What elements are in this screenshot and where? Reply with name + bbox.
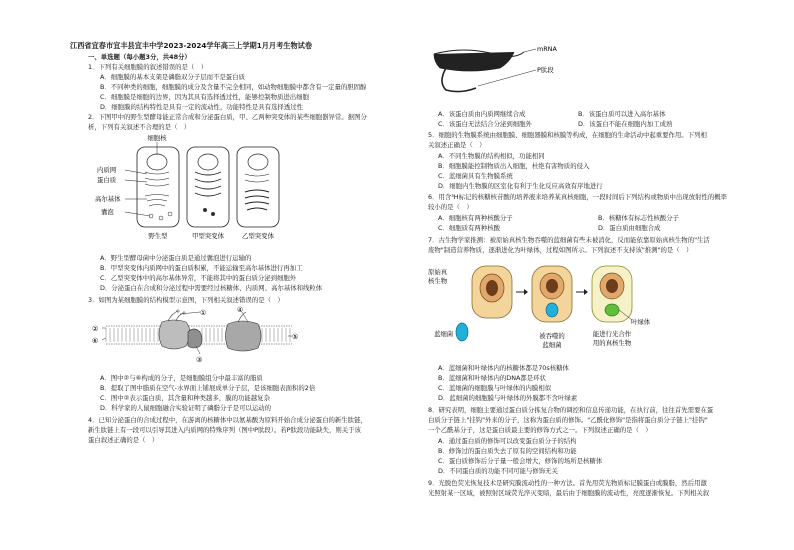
label-engulfed: 被吞噬的 [539, 332, 565, 340]
label-chloroplast: 叶绿体 [631, 318, 651, 326]
q1-option-a: A．细胞膜的基本支架是磷脂双分子层而不是蛋白质 [100, 73, 245, 81]
marker-6: ⑥ [92, 337, 99, 345]
p-peptide-figure [426, 40, 566, 104]
q9-stem-line1: 9．光脱色荧光恢复技术是研究膜流动性的一种方法。首先用荧光物质标记膜蛋白或膜脂，然后用激 [428, 479, 707, 487]
q2-option-a: A．野生型酵母菌中分泌蛋白质是通过囊泡进行运输的 [100, 254, 252, 262]
q1-stem: 1．下列有关细胞膜的叙述错误的是（ ） [88, 63, 208, 71]
mutant-b-golgi [245, 190, 269, 210]
q8-option-b: B．修饰过的蛋白质失去了原有的空间结构和功能 [438, 447, 577, 455]
q3-option-c: C．图中②表示蛋白质，其含量和种类越多，膜的功能越复杂 [100, 394, 270, 402]
marker-1: ① [200, 309, 207, 317]
section-heading: 一、单选题（每小题3分，共48分） [88, 53, 191, 61]
label-wild-type: 野生型 [148, 232, 168, 240]
label-nucleus: 细胞核 [147, 134, 167, 142]
q3-option-a: A．图中②与⑥构成的分子，是细胞膜组分中最丰富的脂质 [100, 374, 263, 382]
q6-stem-line1: 6．用含³H标记的核糖核苷酸的培养液来培养某真核细胞，一段时间后下列结构或物质中出现放射性的概率 [428, 193, 728, 201]
label-protein: 蛋白质 [97, 176, 117, 184]
membrane-model-figure [92, 306, 302, 366]
label-cyanobacterium: 蓝细菌 [434, 330, 454, 338]
q8-option-c: C．蛋白质修饰后分子量一般会增大，修饰的场所是核糖体 [438, 457, 603, 465]
label-mutant-b: 乙型突变体 [242, 232, 274, 240]
q4-option-d: D．该蛋白不能在细胞内加工成熟 [578, 120, 673, 128]
q8-stem-line2: 白质分子链上"挂钩"外来的分子，这称为蛋白质的修饰。"乙酰化修饰"是指将蛋白质分子链上"挂钩" [428, 416, 708, 424]
chloroplast [605, 304, 619, 316]
q4-stem-line3: 蛋白叙述正确的是（ ） [88, 436, 159, 444]
membrane-protein-1 [159, 320, 190, 349]
label-eukaryote: 原始真 [428, 268, 448, 276]
q8-stem-line1: 8．研究表明，细胞主要通过蛋白质分拣复合物的调控和信息传递功能，在执行前，往往首先需要在蛋 [428, 406, 714, 414]
q8-stem-line3: 一个乙酰基分子，这是蛋白质最主要的修饰方式之一。下列叙述正确的是（ ） [428, 426, 652, 434]
q4-stem-line1: 4．已知分泌蛋白的合成过程中，在游离的核糖体中以氨基酸为原料开始合成分泌蛋白的新生肽链， [88, 416, 367, 424]
yeast-cells-figure [95, 132, 295, 245]
q4-option-a: A．该蛋白质由内质网继续合成 [438, 110, 526, 118]
label-eukaryote-2: 核生物 [428, 277, 448, 285]
q1-option-d: D．细胞膜的结构特性是具有一定的流动性，功能特性是具有选择透过性 [100, 103, 304, 111]
q2-option-d: D．分泌蛋白在合成和分泌过程中需要经过核糖体、内质网、高尔基体和线粒体 [100, 284, 323, 292]
q5-stem-line2: 关叙述正确是（ ） [428, 141, 486, 149]
cyanobacterium [456, 323, 468, 341]
q2-option-c: C．乙型突变体中的高尔基体异常，不能将其中的蛋白质分泌到细胞外 [100, 274, 297, 282]
q1-option-b: B．不同种类的细胞，细胞膜的成分及含量不完全相同，如动物细胞膜中都含有一定量的胆固醇 [100, 83, 367, 91]
label-photosynthetic: 能进行光合作 [592, 330, 632, 338]
q2-stem-line2: 析，下列有关叙述不合理的是（ ） [88, 123, 191, 131]
q9-stem-line2: 光照射某一区域，被照射区域荧光淬灭变暗，最后由于细胞膜的流动性，亮度逐渐恢复。下列相关叙 [428, 489, 710, 497]
wild-nucleus [147, 154, 167, 170]
mutant-a-er [195, 172, 221, 196]
q6-option-d: D．蛋白质由细胞合成 [598, 224, 661, 232]
label-vesicle: 囊泡 [101, 208, 114, 216]
membrane-protein-2 [188, 329, 202, 348]
marker-2: ② [92, 325, 99, 333]
q7-option-d: D．蓝细菌的细胞膜与叶绿体的外膜都不含叶绿素 [438, 394, 578, 402]
engulfed-cyanobacterium [546, 303, 558, 317]
q6-option-c: C．细胞质有两种核酸 [438, 224, 500, 232]
q8-option-a: A．通过蛋白质的修饰可以改变蛋白质分子的结构 [438, 437, 577, 445]
q3-option-d: D．科学家的人鼠细胞融合实验证明了磷脂分子是可以运动的 [100, 404, 272, 412]
endosymbiosis-figure [428, 258, 651, 358]
q1-option-c: C．细胞膜是细胞的边界，因为其具有选择透过性，能够控制物质进出细胞 [100, 93, 309, 101]
label-photosynthetic-2: 用的真核生物 [592, 339, 632, 347]
q7-option-a: A．蓝细菌和叶绿体内的核糖体都是70s核糖体 [438, 364, 569, 372]
q3-stem: 3．如图为某细胞膜的结构模型示意图，下列相关叙述错误的是（ ） [88, 296, 284, 304]
marker-5: ⑤ [292, 333, 299, 341]
q5-option-c: C．蓝细菌具有生物膜系统 [438, 172, 513, 180]
q4-stem-line2: 新生肽链上有一段可以引导其进入内质网的特殊序列（图中P肽段）。若P肽段功能缺失，则关于该 [88, 426, 361, 434]
q5-stem-line1: 5．细胞的生物膜系统由细胞膜、细胞器膜和核膜等构成，在细胞的生命活动中起重要作用。下列相 [428, 131, 707, 139]
mutant-a-cell [187, 147, 229, 227]
q4-option-c: C．该蛋白无法结合分泌到细胞外 [438, 120, 532, 128]
label-golgi: 高尔基体 [95, 195, 121, 203]
mutant-b-cell [237, 147, 279, 227]
q7-option-b: B．蓝细菌和叶绿体内的DNA都是环状 [438, 374, 546, 382]
q4-option-b: B．该蛋白质可以进入高尔基体 [578, 110, 666, 118]
q5-option-b: B．细胞膜能控制物质出入细胞，杜绝有害物质的侵入 [438, 162, 590, 170]
membrane-protein-3 [226, 321, 262, 351]
q7-option-c: C．蓝细菌的细胞膜与叶绿体的内膜相似 [438, 384, 552, 392]
paper-title: 江西省宜春市宜丰县宜丰中学2023-2024学年高三上学期1月月考生物试卷 [70, 41, 313, 50]
marker-3: ③ [196, 356, 203, 364]
q6-option-a: A．细胞核有两种核酸分子 [438, 214, 513, 222]
q2-option-b: B．甲型突变体内质网中的蛋白质积累，不能运输至高尔基体进行再加工 [100, 264, 303, 272]
label-p-peptide: P肽段 [537, 66, 554, 74]
q5-option-a: A．不同生物膜的结构相似，功能相同 [438, 152, 545, 160]
q6-stem-line2: 较小的是（ ） [428, 203, 473, 211]
label-er: 内质网 [97, 166, 117, 174]
q8-option-d: D．不同蛋白质的功能不同可能与修饰无关 [438, 467, 558, 475]
q3-option-b: B．提取了图中脂质在空气-水界面上铺展成单分子层，是该细胞表面积的2倍 [100, 384, 316, 392]
q7-stem-line2: 废物"制造营养物质，逐渐进化为叶绿体，过程如图所示。下列叙述不支持该"推测"的是（ ） [428, 246, 693, 254]
label-mrna: mRNA [537, 45, 557, 53]
q7-stem-line1: 7．古生物学家推测：被原始真核生物吞噬的蓝细菌有些未被消化，反而能依靠原始真核生物的"生活 [428, 236, 710, 244]
wild-er [145, 172, 169, 186]
q2-stem-line1: 2．下图甲中的野生型酵母能正常合成和分泌蛋白质，甲、乙两种突变体的某些细胞器异常。据图分 [88, 113, 367, 121]
q6-option-b: B．核糖体有标志性核酸分子 [598, 214, 680, 222]
label-engulfed-2: 蓝细菌 [542, 341, 562, 349]
label-mutant-a: 甲型突变体 [192, 232, 224, 240]
wild-golgi [145, 195, 169, 207]
marker-4: ④ [237, 306, 244, 314]
q5-option-d: D．细胞内生物膜的区室化有利于生化反应高效有序地进行 [438, 182, 603, 190]
peptide-chain [442, 68, 476, 92]
